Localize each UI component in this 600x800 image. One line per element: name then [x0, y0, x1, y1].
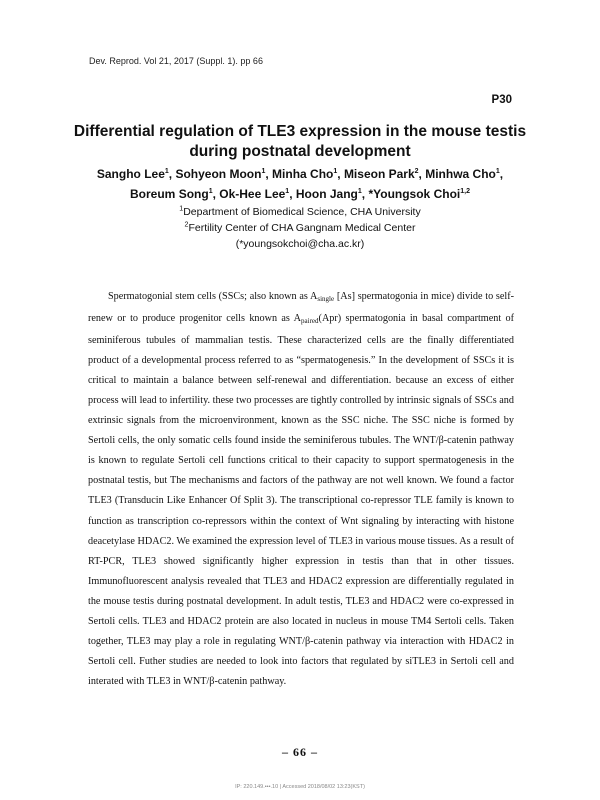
author-name: Miseon Park: [343, 167, 415, 181]
author-name: Minhwa Cho: [425, 167, 496, 181]
author-name: Boreum Song: [130, 187, 209, 201]
abstract-text-1: Spermatogonial stem cells (SSCs; also known as A: [108, 291, 318, 302]
page-number: – 66 –: [282, 745, 318, 759]
paper-title: [60, 122, 540, 162]
affiliation-sup: 1: [179, 205, 184, 213]
author-affil-sup: 2: [414, 168, 419, 175]
author-affil-sup: 1: [495, 168, 500, 175]
affiliations: [60, 204, 540, 252]
affiliation-text: Fertility Center of CHA Gangnam Medical Center: [188, 222, 416, 234]
author-name: Hoon Jang: [295, 187, 358, 201]
affiliation-2: [60, 220, 540, 236]
author-affil-sup: 1: [333, 168, 338, 175]
abstract-text-3: (Apr) spermatogonia in basal compartment of seminiferous tubules of mammalian testis. These characterized cells are the finally differentiated product of a developmental process referred to as “spermatogenesis.” In the development of SSCs it is critical to maintain a balance between self-renewal and differentiation. because an excess of either process will lead to infertility. these two processes are tightly controlled by intrinsic signals of SSCs and extrinsic signals from the microenvironment, known as the SSC niche. The SSC niche is formed by Sertoli cells, the only somatic cells found inside the seminiferous tubules. The WNT/β-catenin pathway is known to regulate Sertoli cell functions critical to their capacity to support spermatogenesis in the postnatal testis, but The mechanisms and factors of the pathway are not well known. We found a factor TLE3 (Transducin Like Enhancer Of Split 3). The transcriptional co-repressor TLE family is known to function as transcription co-repressors within the context of Wnt signaling by interacting with histone deacetylase HDAC2. We examined the expression level of TLE3 in various mouse tissues. As a result of RT-PCR, TLE3 showed significantly higher expression in testis than that in other tissues. Immunofluorescent analysis revealed that TLE3 and HDAC2 expression are differentially regulated in the mouse testis during postnatal development. In adult testis, TLE3 and HDAC2 were co-expressed in Sertoli cells. TLE3 and HDAC2 protein are also located in nucleus in mouse TM4 Sertoli cells. Taken together, TLE3 may play a role in regulating WNT/β-catenin pathway via interaction with HDAC2 in Sertoli cell. Futher studies are needed to look into factors that regulated by siTLE3 in Sertoli cell and interated with TLE3 in WNT/β-catenin pathway.: [88, 313, 514, 687]
abstract-paragraph: [88, 287, 514, 692]
abstract-body: [88, 287, 514, 692]
author-affil-sup: 1: [285, 188, 290, 195]
affiliation-text: Department of Biomedical Science, CHA University: [183, 206, 421, 218]
author-name: Ok-Hee Lee: [219, 187, 286, 201]
author-line-1: Sangho Lee$^1$, Sohyeon Moon$^1$, Minha Cho$^1$, Miseon Park$^2$, Minhwa Cho$^1$,: [96, 167, 504, 181]
contact-email: (*youngsokchoi@cha.ac.kr): [235, 238, 365, 250]
author-name: Minha Cho: [272, 167, 334, 181]
author-name: Sohyeon Moon: [175, 167, 262, 181]
affiliation-1: [60, 204, 540, 220]
author-affil-sup: 1: [357, 188, 362, 195]
affiliation-sup: 2: [184, 221, 189, 229]
author-affil-sup: 1,2: [460, 188, 470, 195]
title-line-1: Differential regulation of TLE3 expression in the mouse testis: [73, 123, 527, 140]
author-name: *Youngsok Choi: [368, 187, 461, 201]
journal-citation: Dev. Reprod. Vol 21, 2017 (Suppl. 1). pp 66: [89, 56, 263, 66]
author-affil-sup: 1: [208, 188, 213, 195]
author-affil-sup: 1: [261, 168, 266, 175]
abstract-subscript-2: paired: [301, 317, 319, 326]
author-affil-sup: 1: [164, 168, 169, 175]
author-name: Sangho Lee: [96, 167, 165, 181]
poster-number: P30: [491, 94, 512, 106]
abstract-text-2: [As] spermatogonia in mice) divide to self-renew or to produce progenitor cells known as A: [88, 291, 515, 325]
abstract-subscript-1: single: [317, 295, 335, 303]
author-list: [60, 164, 540, 204]
author-line-2: Boreum Song$^1$, Ok-Hee Lee$^1$, Hoon Jang$^1$, *Youngsok Choi$^{1,2}$: [130, 187, 470, 201]
download-footer: IP: 220.149.•••.10 | Accessed 2018/08/02 13:23(KST): [235, 784, 365, 790]
title-line-2: during postnatal development: [189, 143, 411, 160]
